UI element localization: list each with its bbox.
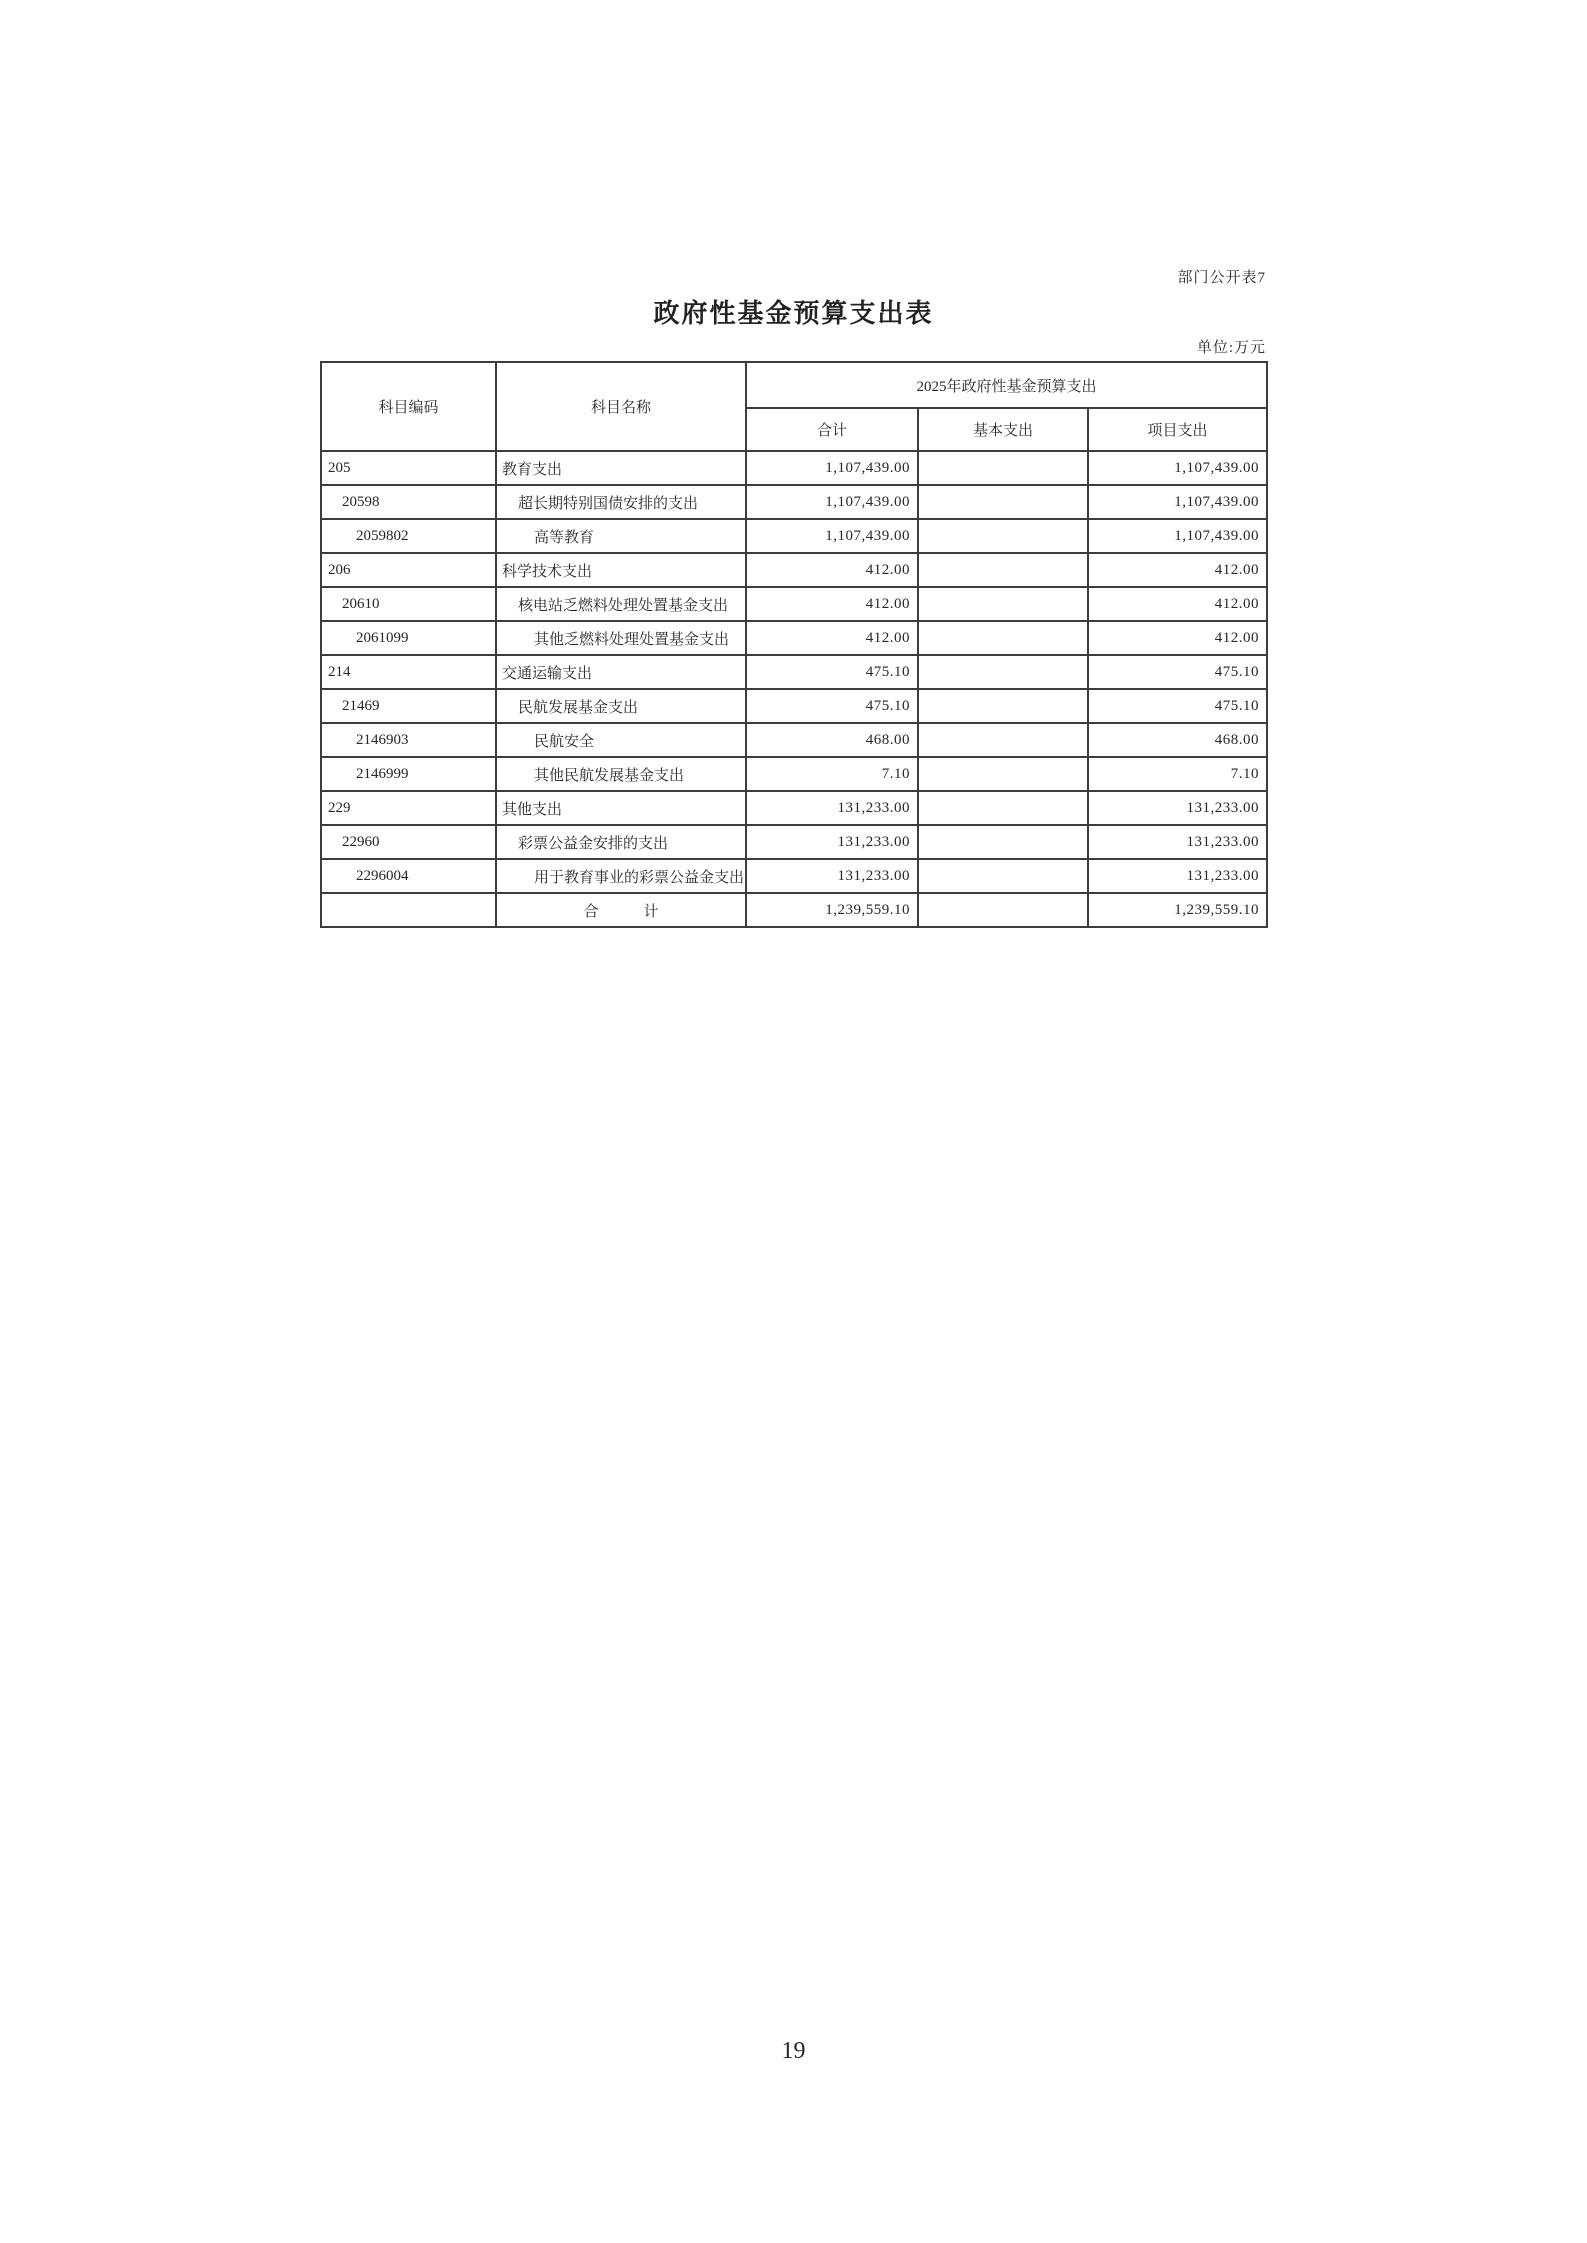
table-row xyxy=(321,587,1267,621)
subject-name-cell: 合 计 xyxy=(496,893,746,927)
table-row xyxy=(321,859,1267,893)
table-header xyxy=(321,362,1267,451)
subject-code-cell: 21469 xyxy=(321,689,496,723)
project-expenditure-cell: 1,107,439.00 xyxy=(1088,451,1267,485)
subject-name-cell: 其他支出 xyxy=(496,791,746,825)
basic-expenditure-cell xyxy=(918,757,1088,791)
subject-name-cell: 交通运输支出 xyxy=(496,655,746,689)
header-subject-name: 科目名称 xyxy=(496,362,746,451)
subject-name-cell: 民航发展基金支出 xyxy=(496,689,746,723)
project-expenditure-cell: 475.10 xyxy=(1088,689,1267,723)
subject-code-cell: 22960 xyxy=(321,825,496,859)
subject-code-cell: 2146903 xyxy=(321,723,496,757)
total-cell: 475.10 xyxy=(746,689,918,723)
basic-expenditure-cell xyxy=(918,655,1088,689)
basic-expenditure-cell xyxy=(918,825,1088,859)
basic-expenditure-cell xyxy=(918,621,1088,655)
header-subject-code: 科目编码 xyxy=(321,362,496,451)
page-number: 19 xyxy=(781,2038,806,2064)
total-cell: 412.00 xyxy=(746,553,918,587)
subject-name-cell: 彩票公益金安排的支出 xyxy=(496,825,746,859)
project-expenditure-cell: 1,107,439.00 xyxy=(1088,485,1267,519)
basic-expenditure-cell xyxy=(918,893,1088,927)
subject-code-cell: 2146999 xyxy=(321,757,496,791)
subject-code-cell: 206 xyxy=(321,553,496,587)
subject-name-cell: 科学技术支出 xyxy=(496,553,746,587)
project-expenditure-cell: 131,233.00 xyxy=(1088,791,1267,825)
basic-expenditure-cell xyxy=(918,519,1088,553)
basic-expenditure-cell xyxy=(918,859,1088,893)
basic-expenditure-cell xyxy=(918,689,1088,723)
subject-code-cell: 229 xyxy=(321,791,496,825)
table-row xyxy=(321,519,1267,553)
header-group-2025-expenditure: 2025年政府性基金预算支出 xyxy=(746,362,1267,408)
project-expenditure-cell: 131,233.00 xyxy=(1088,825,1267,859)
table-row xyxy=(321,689,1267,723)
total-cell: 412.00 xyxy=(746,587,918,621)
header-basic-expenditure: 基本支出 xyxy=(918,408,1088,451)
header-project-expenditure: 项目支出 xyxy=(1088,408,1267,451)
project-expenditure-cell: 131,233.00 xyxy=(1088,859,1267,893)
total-row xyxy=(321,893,1267,927)
table-row xyxy=(321,757,1267,791)
subject-name-cell: 其他民航发展基金支出 xyxy=(496,757,746,791)
total-cell: 1,107,439.00 xyxy=(746,519,918,553)
budget-table xyxy=(320,361,1268,928)
subject-code-cell: 2059802 xyxy=(321,519,496,553)
header-total: 合计 xyxy=(746,408,918,451)
project-expenditure-cell: 468.00 xyxy=(1088,723,1267,757)
basic-expenditure-cell xyxy=(918,553,1088,587)
subject-code-cell: 2296004 xyxy=(321,859,496,893)
subject-code-cell: 20610 xyxy=(321,587,496,621)
table-row xyxy=(321,655,1267,689)
basic-expenditure-cell xyxy=(918,791,1088,825)
table-row xyxy=(321,451,1267,485)
table-row xyxy=(321,485,1267,519)
project-expenditure-cell: 412.00 xyxy=(1088,621,1267,655)
total-cell: 468.00 xyxy=(746,723,918,757)
total-cell: 7.10 xyxy=(746,757,918,791)
table-row xyxy=(321,553,1267,587)
subject-name-cell: 超长期特别国债安排的支出 xyxy=(496,485,746,519)
basic-expenditure-cell xyxy=(918,451,1088,485)
subject-code-cell: 214 xyxy=(321,655,496,689)
project-expenditure-cell: 412.00 xyxy=(1088,587,1267,621)
subject-code-cell: 20598 xyxy=(321,485,496,519)
form-number-label: 部门公开表7 xyxy=(1177,270,1266,286)
total-cell: 131,233.00 xyxy=(746,791,918,825)
table-row xyxy=(321,825,1267,859)
table-row xyxy=(321,723,1267,757)
page-title: 政府性基金预算支出表 xyxy=(653,298,934,328)
project-expenditure-cell: 412.00 xyxy=(1088,553,1267,587)
subject-name-cell: 用于教育事业的彩票公益金支出 xyxy=(496,859,746,893)
header-row-1 xyxy=(321,362,1267,408)
subject-code-cell: 2061099 xyxy=(321,621,496,655)
subject-code-cell: 205 xyxy=(321,451,496,485)
total-cell: 1,107,439.00 xyxy=(746,485,918,519)
total-cell: 1,239,559.10 xyxy=(746,893,918,927)
total-cell: 131,233.00 xyxy=(746,825,918,859)
project-expenditure-cell: 1,239,559.10 xyxy=(1088,893,1267,927)
project-expenditure-cell: 1,107,439.00 xyxy=(1088,519,1267,553)
project-expenditure-cell: 7.10 xyxy=(1088,757,1267,791)
total-cell: 412.00 xyxy=(746,621,918,655)
basic-expenditure-cell xyxy=(918,587,1088,621)
table-row xyxy=(321,621,1267,655)
total-cell: 1,107,439.00 xyxy=(746,451,918,485)
total-cell: 131,233.00 xyxy=(746,859,918,893)
total-cell: 475.10 xyxy=(746,655,918,689)
table-body xyxy=(321,451,1267,927)
subject-name-cell: 高等教育 xyxy=(496,519,746,553)
subject-name-cell: 教育支出 xyxy=(496,451,746,485)
subject-name-cell: 核电站乏燃料处理处置基金支出 xyxy=(496,587,746,621)
basic-expenditure-cell xyxy=(918,485,1088,519)
basic-expenditure-cell xyxy=(918,723,1088,757)
subject-name-cell: 民航安全 xyxy=(496,723,746,757)
table-row xyxy=(321,791,1267,825)
unit-label: 单位:万元 xyxy=(1196,340,1266,356)
subject-code-cell xyxy=(321,893,496,927)
subject-name-cell: 其他乏燃料处理处置基金支出 xyxy=(496,621,746,655)
project-expenditure-cell: 475.10 xyxy=(1088,655,1267,689)
